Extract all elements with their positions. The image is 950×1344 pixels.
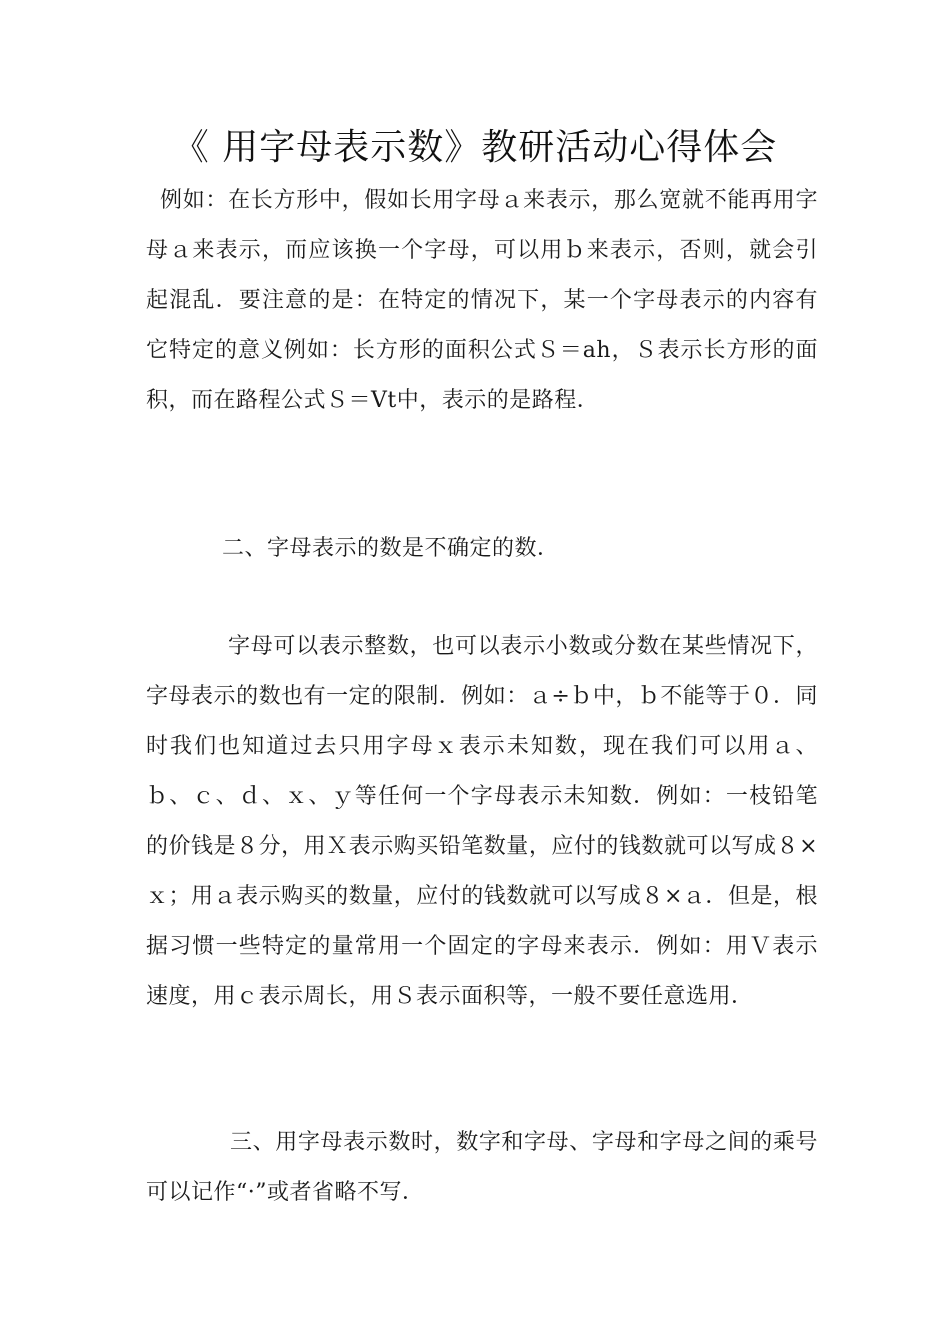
paragraph-letter-values: 字母可以表示整数，也可以表示小数或分数在某些情况下，字母表示的数也有一定的限制．例如：ａ÷ｂ中，ｂ不能等于０．同时我们也知道过去只用字母ｘ表示未知数，现在我们可以用ａ、ｂ、ｃ、ｄ、ｘ、ｙ等任何一个字母表示未知数．例如：一枝铅笔的价钱是８分，用Ｘ表示购买铅笔数量，应付的钱数就可以写成８×ｘ；用ａ表示购买的数量，应付的钱数就可以写成８×ａ．但是，根据习惯一些特定的量常用一个固定的字母来表示．例如：用Ｖ表示速度，用ｃ表示周长，用Ｓ表示面积等，一般不要任意选用．: [146, 634, 818, 1009]
paragraph-example-rectangle: 例如：在长方形中，假如长用字母ａ来表示，那么宽就不能再用字母ａ来表示，而应该换一个字母，可以用ｂ来表示，否则，就会引起混乱．要注意的是：在特定的情况下，某一个字母表示的内容有它特定的意义例如：长方形的面积公式Ｓ＝ah，Ｓ表示长方形的面积，而在路程公式Ｓ＝Vt中，表示的是路程．: [146, 188, 818, 413]
section-heading-three: 三、用字母表示数时，数字和字母、字母和字母之间的乘号可以记作“·”或者省略不写．: [146, 1130, 818, 1205]
document-title: 《 用字母表示数》教研活动心得体会: [172, 127, 778, 168]
section-heading-two: 二、字母表示的数是不确定的数．: [222, 536, 560, 561]
